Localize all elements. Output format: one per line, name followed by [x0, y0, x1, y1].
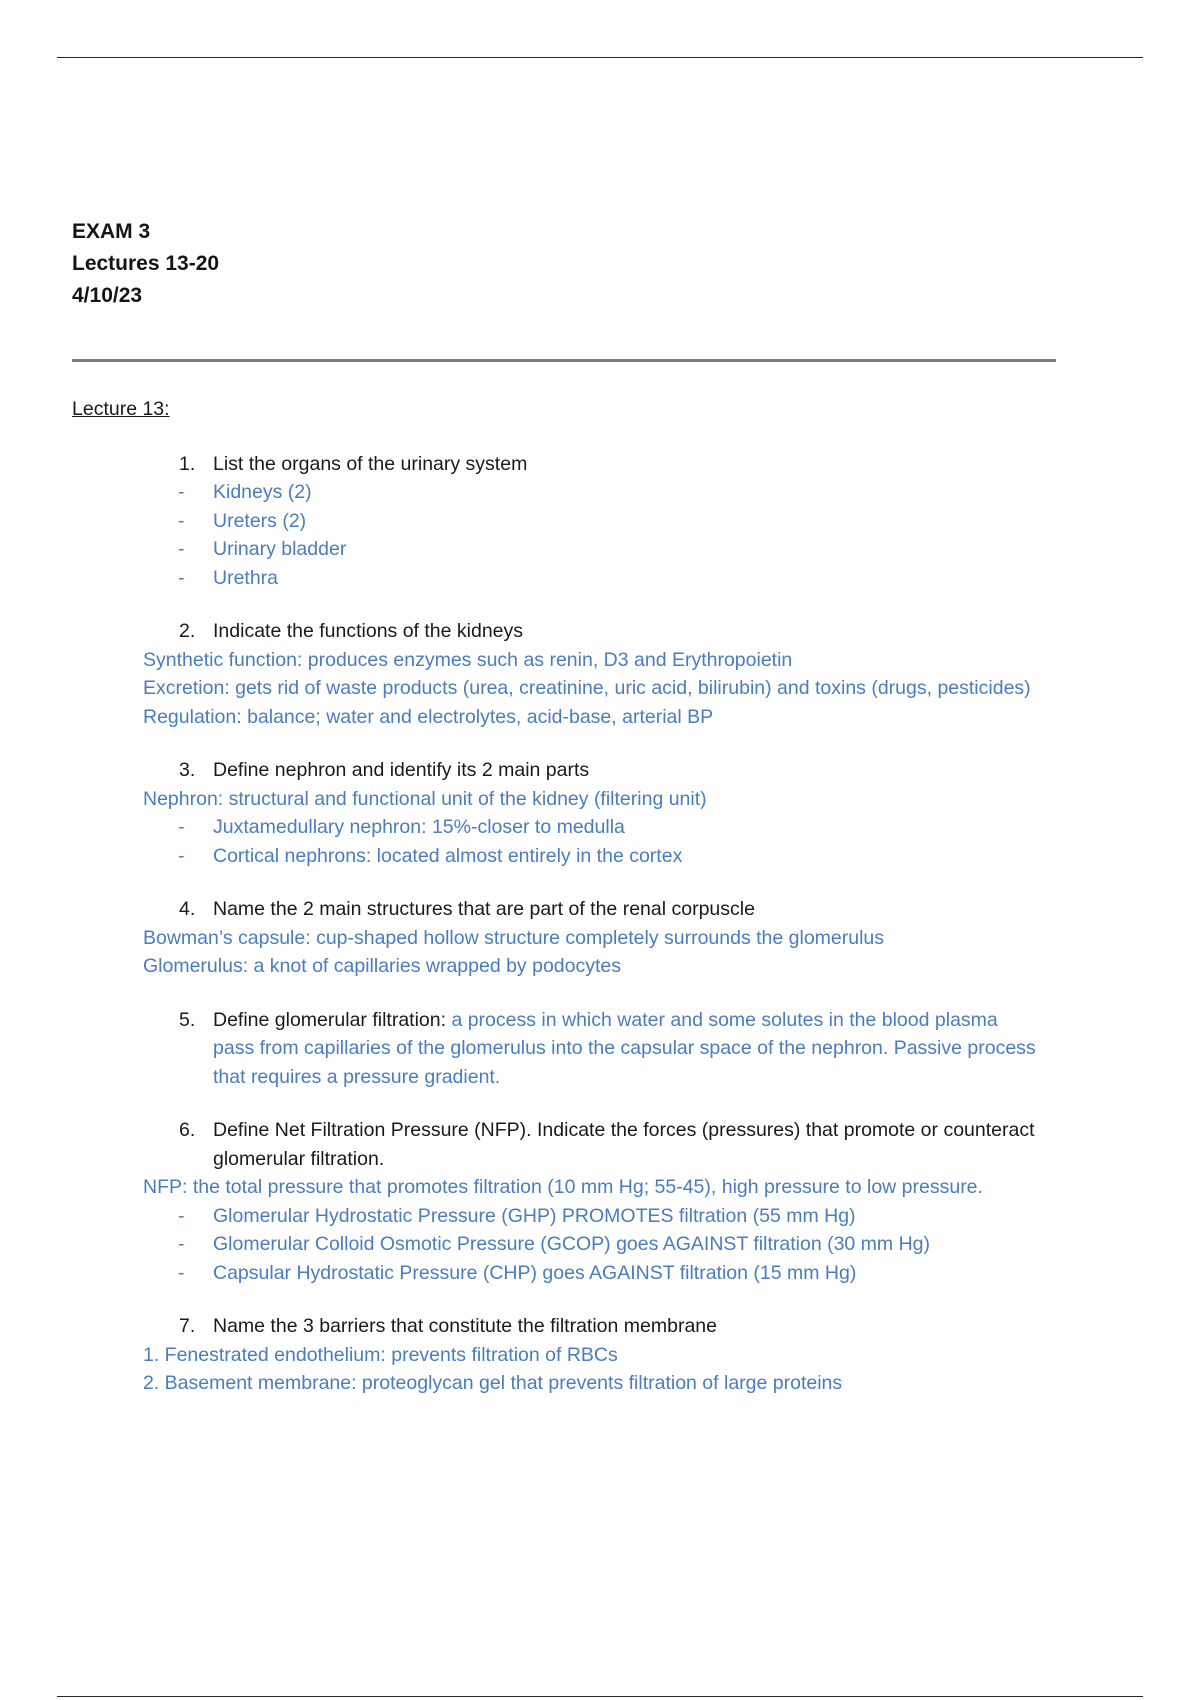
question-prompt	[72, 895, 1072, 924]
question-text: List the organs of the urinary system	[213, 452, 528, 475]
question-text: Define glomerular filtration:	[213, 1008, 447, 1031]
lecture-heading: Lecture 13:	[72, 398, 170, 420]
answer-line: Nephron: structural and functional unit of the kidney (filtering unit)	[143, 787, 707, 810]
question-number: 2.	[179, 620, 196, 642]
exam-date: 4/10/23	[72, 284, 143, 307]
document-header	[72, 216, 219, 312]
question-6	[72, 1116, 1072, 1287]
question-prompt	[72, 756, 1072, 785]
question-5	[72, 1006, 1072, 1092]
question-prompt	[72, 1006, 1072, 1092]
answer-line: Excretion: gets rid of waste products (urea, creatinine, uric acid, bilirubin) and toxins (drugs, pesticides)	[143, 677, 1031, 699]
question-text: Define nephron and identify its 2 main parts	[213, 759, 590, 781]
question-number: 6.	[179, 1119, 196, 1141]
question-prompt	[72, 1312, 1072, 1341]
list-item: - Cortical nephrons: located almost entirely in the cortex	[178, 844, 683, 867]
top-rule	[57, 57, 1143, 58]
list-item: - Juxtamedullary nephron: 15%-closer to medulla	[178, 816, 625, 838]
answer-line: Glomerulus: a knot of capillaries wrapped by podocytes	[143, 955, 621, 977]
question-prompt	[72, 617, 1072, 646]
question-2	[72, 617, 1072, 731]
answer-line: Bowman’s capsule: cup-shaped hollow structure completely surrounds the glomerulus	[143, 926, 885, 949]
study-guide-content	[72, 395, 1072, 1423]
answer-line: Synthetic function: produces enzymes such as renin, D3 and Erythropoietin	[143, 648, 793, 671]
lectures-range: Lectures 13-20	[72, 252, 220, 275]
question-4	[72, 895, 1072, 981]
question-text: Name the 2 main structures that are part of the renal corpuscle	[213, 898, 755, 920]
question-3	[72, 756, 1072, 870]
inline-answer: a process in which water and some solutes in the blood plasma pass from capillaries of the glomerulus into the capsular space of the nephron. Passive process that requires a pressure gradient.	[213, 1008, 1036, 1088]
question-text: Define Net Filtration Pressure (NFP). Indicate the forces (pressures) that promote or counteract glomerular filtration.	[213, 1119, 1035, 1170]
exam-title: EXAM 3	[72, 220, 151, 243]
question-number: 5.	[179, 1008, 196, 1031]
question-prompt	[72, 1116, 1072, 1173]
question-text: Indicate the functions of the kidneys	[213, 620, 524, 642]
question-number: 7.	[179, 1315, 196, 1337]
question-1	[72, 450, 1072, 593]
question-number: 1.	[179, 452, 196, 475]
answer-line: Regulation: balance; water and electrolytes, acid-base, arterial BP	[143, 705, 714, 728]
answer-line: 2. Basement membrane: proteoglycan gel that prevents filtration of large proteins	[143, 1372, 843, 1394]
answer-line: 1. Fenestrated endothelium: prevents filtration of RBCs	[143, 1343, 618, 1366]
answer-line: NFP: the total pressure that promotes filtration (10 mm Hg; 55-45), high pressure to low pressure.	[143, 1176, 983, 1198]
list-item: - Urinary bladder	[178, 538, 347, 560]
list-item: - Kidneys (2)	[178, 481, 312, 503]
question-number: 3.	[179, 759, 196, 781]
list-item: - Capsular Hydrostatic Pressure (CHP) goes AGAINST filtration (15 mm Hg)	[178, 1261, 857, 1284]
list-item: - Urethra	[178, 566, 279, 589]
question-number: 4.	[179, 898, 196, 920]
list-item: - Glomerular Hydrostatic Pressure (GHP) PROMOTES filtration (55 mm Hg)	[178, 1204, 856, 1227]
bottom-rule	[57, 1696, 1143, 1697]
list-item: - Ureters (2)	[178, 509, 307, 532]
question-7	[72, 1312, 1072, 1398]
question-prompt	[72, 450, 1072, 479]
header-divider	[72, 359, 1056, 362]
list-item: - Glomerular Colloid Osmotic Pressure (GCOP) goes AGAINST filtration (30 mm Hg)	[178, 1233, 931, 1255]
question-text: Name the 3 barriers that constitute the filtration membrane	[213, 1315, 717, 1337]
